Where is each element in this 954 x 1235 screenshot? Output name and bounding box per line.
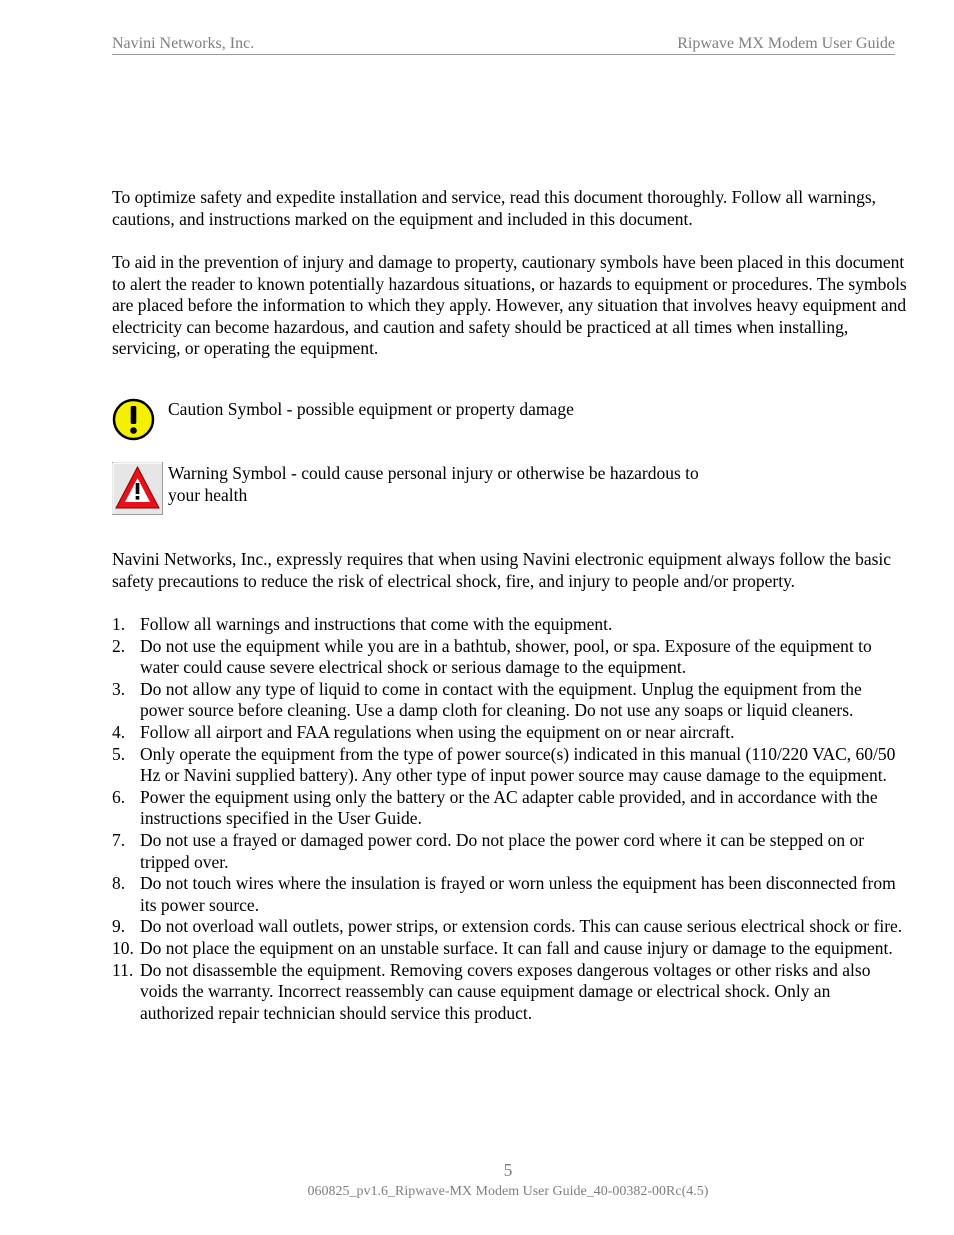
list-item bbox=[112, 938, 907, 960]
warning-symbol-row bbox=[112, 462, 907, 516]
list-item bbox=[112, 744, 907, 787]
precautions-list bbox=[112, 614, 907, 1024]
list-item-number: 6. bbox=[112, 786, 126, 807]
list-item bbox=[112, 873, 907, 916]
page-number: 5 bbox=[503, 1160, 513, 1180]
footer-doc-id: 060825_pv1.6_Ripwave-MX Modem User Guide_40-00382-00Rc(4.5) bbox=[307, 1184, 709, 1199]
list-item-text: Do not place the equipment on an unstable surface. It can fall and cause injury or damage to the equipment. bbox=[140, 937, 893, 958]
list-item bbox=[112, 722, 907, 744]
list-item-text: Do not touch wires where the insulation is frayed or worn unless the equipment has been disconnected from its power source. bbox=[140, 873, 896, 915]
list-item-text: Power the equipment using only the battery or the AC adapter cable provided, and in accordance with the instructions specified in the User Guide. bbox=[140, 786, 878, 829]
list-item bbox=[112, 614, 907, 636]
list-item-number: 9. bbox=[112, 916, 126, 937]
list-item-text: Do not use a frayed or damaged power cord. Do not place the power cord where it can be stepped on or tripped over. bbox=[140, 829, 865, 872]
header-doc-title: Ripwave MX Modem User Guide bbox=[677, 35, 895, 52]
list-item-number: 3. bbox=[112, 678, 126, 699]
list-item-number: 4. bbox=[112, 721, 126, 742]
list-item-text: Follow all warnings and instructions that come with the equipment. bbox=[140, 614, 613, 634]
list-item bbox=[112, 960, 907, 1025]
list-item-number: 11. bbox=[112, 959, 134, 980]
intro-paragraph-2: To aid in the prevention of injury and damage to property, cautionary symbols have been placed in this document to alert the reader to known potentially hazardous situations, or hazards to equipment or procedures. The symbols are placed before the information to which they apply. However, any situation that involves heavy equipment and electricity can become hazardous, and caution and safety should be practiced at all times when installing, servicing, or operating the equipment. bbox=[112, 252, 907, 359]
caution-icon bbox=[112, 398, 155, 446]
header-company: Navini Networks, Inc. bbox=[112, 35, 255, 52]
warning-icon bbox=[112, 462, 163, 520]
page-header bbox=[112, 34, 895, 55]
list-item-number: 10. bbox=[112, 937, 134, 958]
list-item bbox=[112, 636, 907, 679]
list-item-text: Do not use the equipment while you are in a bathtub, shower, pool, or spa. Exposure of the equipment to water could cause severe electrical shock or serious damage to the equipment. bbox=[140, 635, 872, 678]
list-item-text: Do not allow any type of liquid to come in contact with the equipment. Unplug the equipment from the power source before cleaning. Use a damp cloth for cleaning. Do not use any soaps or liquid cleaners. bbox=[140, 678, 862, 721]
list-item bbox=[112, 916, 907, 938]
list-item-number: 5. bbox=[112, 743, 126, 764]
list-item-text: Do not overload wall outlets, power strips, or extension cords. This can cause serious electrical shock or fire. bbox=[140, 916, 903, 937]
caution-symbol-row bbox=[112, 398, 907, 442]
list-item bbox=[112, 830, 907, 873]
list-item-text: Follow all airport and FAA regulations when using the equipment on or near aircraft. bbox=[140, 721, 735, 742]
list-item-text: Only operate the equipment from the type of power source(s) indicated in this manual (110/220 VAC, 60/50 Hz or Navini supplied battery). Any other type of input power source may cause damage to the equipment. bbox=[140, 743, 896, 786]
list-item-number: 7. bbox=[112, 829, 126, 850]
warning-text-line-2: your health bbox=[168, 484, 248, 505]
list-item bbox=[112, 787, 907, 830]
warning-text-line-1: Warning Symbol - could cause personal injury or otherwise be hazardous to bbox=[168, 463, 699, 483]
intro-paragraph-1: To optimize safety and expedite installation and service, read this document thoroughly. Follow all warnings, cautions, and instructions marked on the equipment and included in this document. bbox=[112, 187, 877, 229]
precautions-intro: Navini Networks, Inc., expressly requires that when using Navini electronic equipment always follow the basic safety precautions to reduce the risk of electrical shock, fire, and injury to people and/or property. bbox=[112, 549, 892, 591]
list-item-number: 2. bbox=[112, 635, 126, 656]
list-item-number: 1. bbox=[112, 614, 126, 634]
list-item bbox=[112, 679, 907, 722]
list-item-text: Do not disassemble the equipment. Removing covers exposes dangerous voltages or other risks and also voids the warranty. Incorrect reassembly can cause equipment damage or electrical shock. Only an authorized repair technician should service this product. bbox=[140, 959, 871, 1023]
caution-symbol-text: Caution Symbol - possible equipment or property damage bbox=[168, 399, 574, 419]
list-item-number: 8. bbox=[112, 873, 126, 894]
warning-symbol-text bbox=[168, 463, 758, 506]
